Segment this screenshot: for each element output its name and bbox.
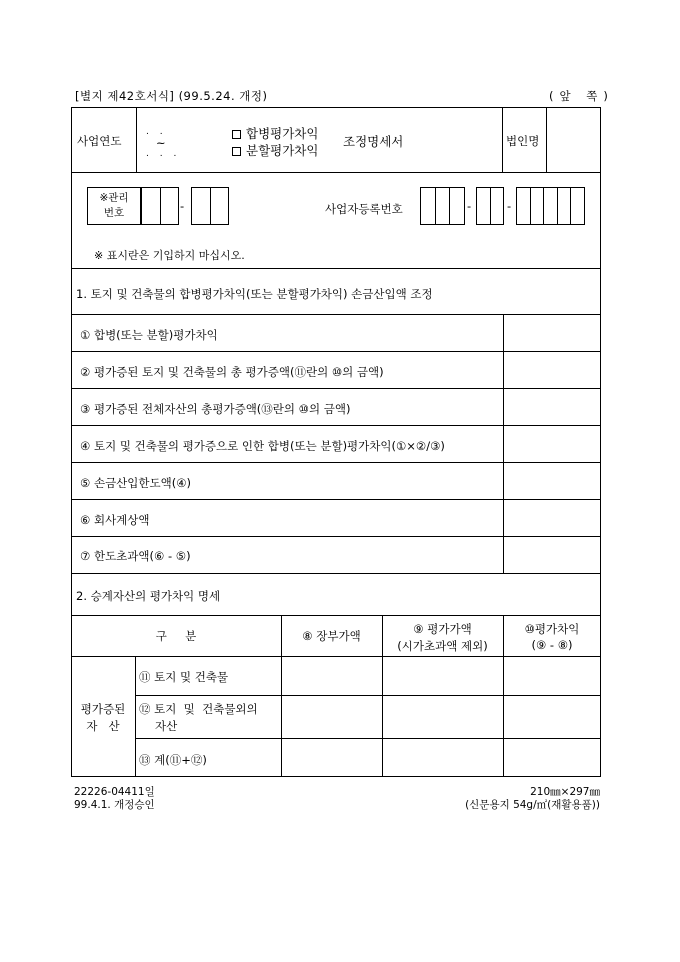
- approval-date: 99.4.1. 개정승인: [74, 799, 155, 811]
- amount-column-divider: [503, 314, 504, 573]
- divider: [71, 656, 601, 657]
- row-land-building-gain: ④ 토지 및 건축물의 평가증으로 인한 합병(또는 분할)평가차익(①×②/③): [80, 439, 445, 453]
- paper-size: 210㎜×297㎜: [530, 786, 600, 798]
- biz-reg-cells-2[interactable]: [476, 187, 504, 225]
- divider: [135, 656, 136, 777]
- divider: [71, 499, 601, 500]
- group-label-2: 자 산: [86, 719, 120, 733]
- merger-label: 합병평가차익: [246, 126, 319, 141]
- split-checkbox[interactable]: [232, 147, 241, 156]
- merger-checkbox[interactable]: [232, 130, 241, 139]
- section1-title: 1. 토지 및 건축물의 합병평가차익(또는 분할평가차익) 손금산입액 조정: [76, 287, 433, 301]
- management-number-cells-1[interactable]: [141, 187, 179, 225]
- divider: [136, 107, 137, 172]
- divider: [71, 388, 601, 389]
- col-category: 구 분: [155, 629, 197, 643]
- row-total: ⑬ 계(⑪+⑫): [139, 753, 207, 767]
- dash: -: [467, 199, 472, 213]
- divider: [71, 268, 601, 269]
- dash: -: [507, 199, 512, 213]
- divider: [71, 314, 601, 315]
- col-eval-value: ⑨ 평가가액: [413, 622, 472, 636]
- row-company-amount: ⑥ 회사계상액: [80, 513, 150, 527]
- section2-title: 2. 승계자산의 평가차익 명세: [76, 589, 221, 603]
- biz-reg-cells-1[interactable]: [420, 187, 465, 225]
- form-title: 조정명세서: [343, 134, 404, 149]
- divider: [71, 425, 601, 426]
- divider: [135, 695, 601, 696]
- option-merger[interactable]: [232, 124, 318, 142]
- row-other-assets-2: 자산: [155, 719, 178, 733]
- form-number: [별지 제42호서식] (99.5.24. 개정): [75, 89, 268, 103]
- date-dots-top: . .: [146, 127, 167, 137]
- col-eval-gain-formula: (⑨ - ⑧): [531, 638, 573, 652]
- management-number-label: ※관리 번호: [99, 192, 129, 219]
- divider: [71, 351, 601, 352]
- dash: -: [180, 199, 185, 213]
- row-other-assets-1: ⑫ 토지 및 건축물외의: [139, 702, 258, 716]
- management-number-cells-2[interactable]: [191, 187, 229, 225]
- divider: [71, 536, 601, 537]
- col-eval-gain: ⑩평가차익: [524, 622, 580, 636]
- row-excess-amount: ⑦ 한도초과액(⑥ - ⑤): [80, 549, 191, 563]
- col-book-value: ⑧ 장부가액: [302, 629, 361, 643]
- business-year-label: 사업연도: [77, 134, 122, 148]
- date-dots-bottom: . . .: [146, 149, 181, 159]
- row-total-asset-increase: ③ 평가증된 전체자산의 총평가증액(⑬란의 ⑩의 금액): [80, 402, 351, 416]
- form-code: 22226-04411일: [74, 786, 155, 798]
- split-label: 분할평가차익: [246, 143, 319, 158]
- divider: [546, 107, 547, 172]
- group-label-1: 평가증된: [80, 702, 126, 716]
- instruction-note: ※ 표시란은 기입하지 마십시오.: [94, 249, 245, 262]
- row-merger-gain: ① 합병(또는 분할)평가차익: [80, 328, 218, 342]
- biz-reg-cells-3[interactable]: [516, 187, 585, 225]
- row-land-building: ⑪ 토지 및 건축물: [139, 670, 229, 684]
- paper-spec: (신문용지 54g/㎡(재활용품)): [465, 799, 600, 811]
- row-deduction-limit: ⑤ 손금산입한도액(④): [80, 476, 192, 490]
- divider: [71, 615, 601, 616]
- page-side-label: (앞 쪽): [549, 89, 614, 103]
- divider: [71, 573, 601, 574]
- corporation-name-label: 법인명: [506, 134, 540, 148]
- divider: [71, 172, 601, 173]
- row-land-building-increase: ② 평가증된 토지 및 건축물의 총 평가증액(⑪란의 ⑩의 금액): [80, 365, 384, 379]
- divider: [135, 738, 601, 739]
- divider: [502, 107, 503, 172]
- divider: [71, 462, 601, 463]
- col-eval-note: (시가초과액 제외): [397, 639, 488, 653]
- business-registration-label: 사업자등록번호: [325, 202, 403, 216]
- date-separator: ~: [156, 136, 166, 150]
- option-split[interactable]: [232, 141, 318, 159]
